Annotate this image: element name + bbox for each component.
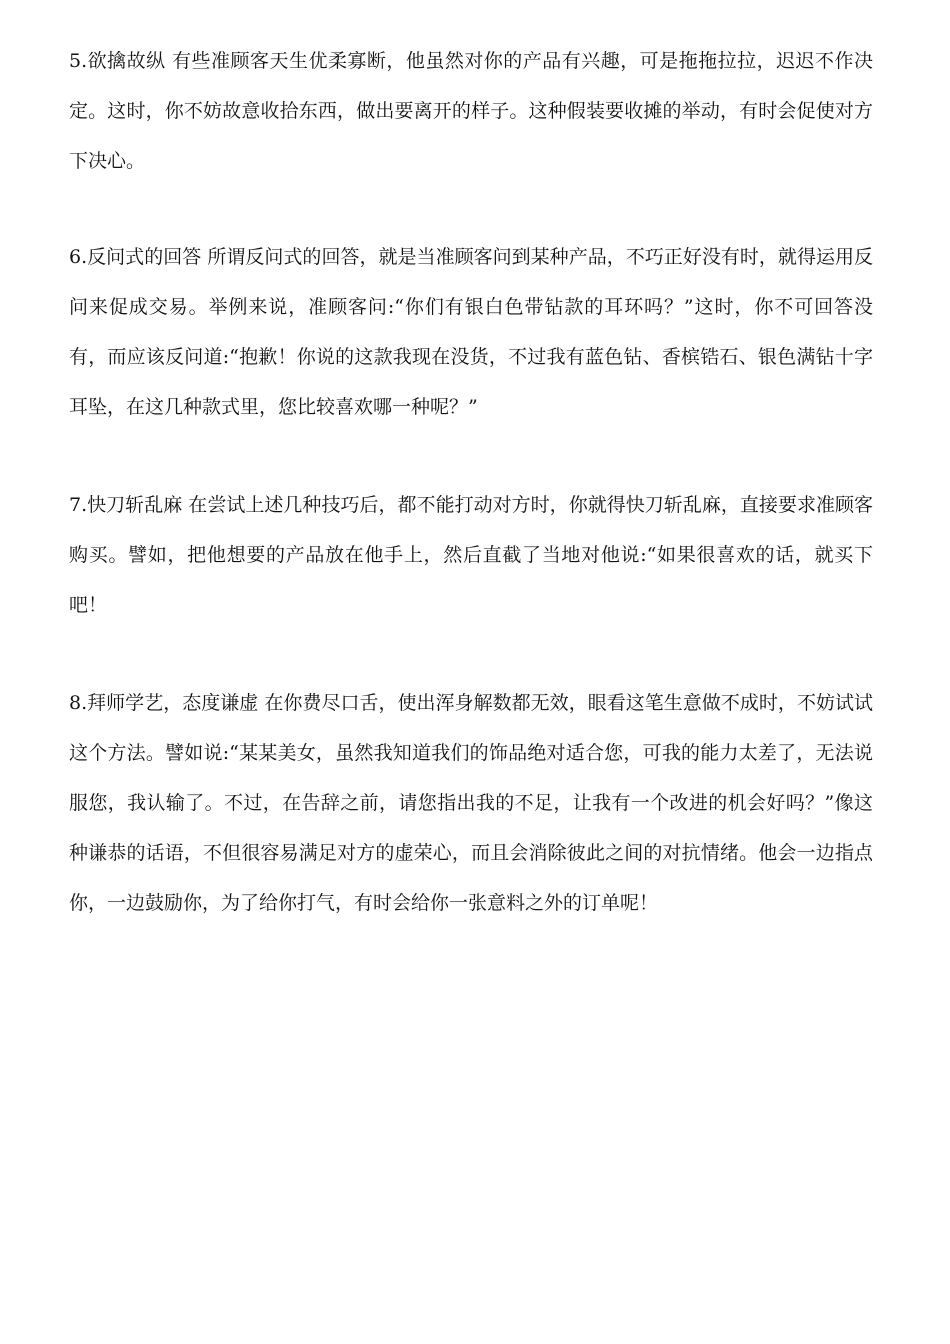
paragraph-7: 7.快刀斩乱麻 在尝试上述几种技巧后，都不能打动对方时，你就得快刀斩乱麻，直接要求准顾客购买。譬如，把他想要的产品放在他手上，然后直截了当地对他说:“如果很喜欢的话，就买下吧！ (69, 494, 873, 616)
paragraph-5: 5.欲擒故纵 有些准顾客天生优柔寡断，他虽然对你的产品有兴趣，可是拖拖拉拉，迟迟不作决定。这时，你不妨故意收拾东西，做出要离开的样子。这种假装要收摊的举动，有时会促使对方下决心。 (69, 50, 873, 172)
paragraph-8: 8.拜师学艺，态度谦虚 在你费尽口舌，使出浑身解数都无效，眼看这笔生意做不成时，不妨试试这个方法。譬如说:“某某美女，虽然我知道我们的饰品绝对适合您，可我的能力太差了，无法说服您，我认输了。不过，在告辞之前，请您指出我的不足，让我有一个改进的机会好吗？”像这种谦恭的话语，不但很容易满足对方的虚荣心，而且会消除彼此之间的对抗情绪。他会一边指点你，一边鼓励你，为了给你打气，有时会给你一张意料之外的订单呢！ (69, 692, 873, 914)
paragraph-6: 6.反问式的回答 所谓反问式的回答，就是当准顾客问到某种产品，不巧正好没有时，就得运用反问来促成交易。举例来说，准顾客问:“你们有银白色带钻款的耳环吗？”这时，你不可回答没有，而应该反问道:“抱歉！你说的这款我现在没货，不过我有蓝色钻、香槟锆石、银色满钻十字耳坠，在这几种款式里，您比较喜欢哪一种呢？” (69, 246, 873, 418)
